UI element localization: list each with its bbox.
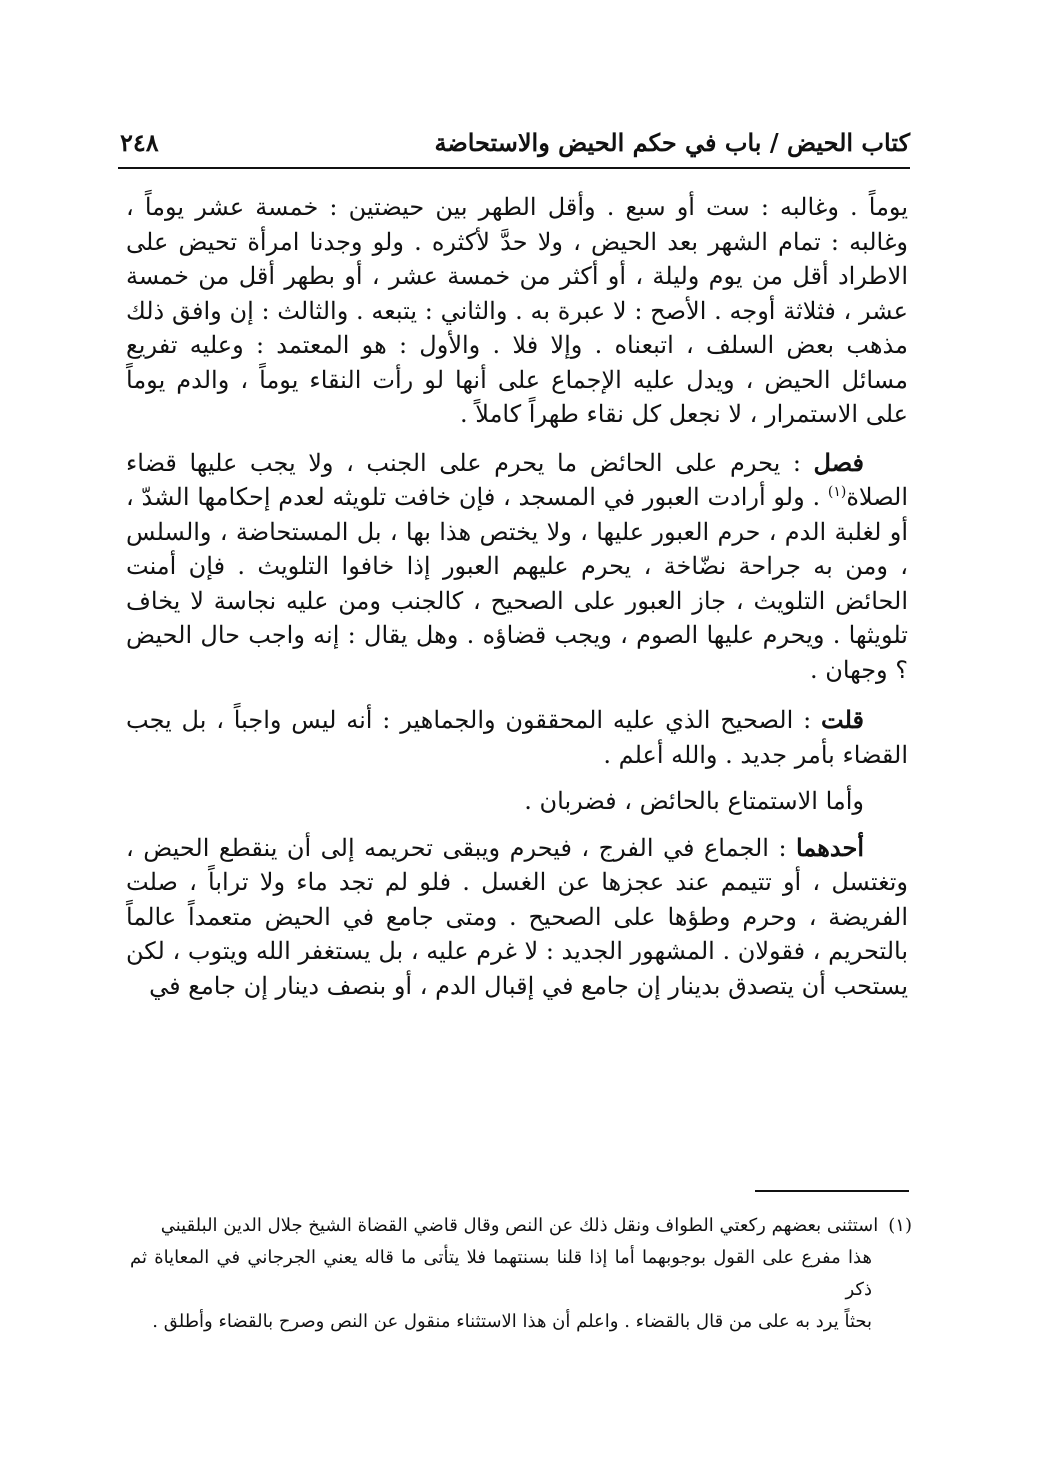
footnote-line bbox=[130, 1210, 912, 1242]
section-keyword: أحدهما bbox=[796, 832, 864, 862]
paragraph-text: . ولو أرادت العبور في المسجد ، فإن خافت تلويثه لعدم إحكامها الشدّ ، أو لغلبة الدم ، حرم العبور عليها ، ولا يختص هذا بها ، بل المستحاضة ، والسلس ، ومن به جراحة نضّاخة ، يحرم عليهم العبور إذا خافوا التلويث . فإن أمنت الحائض التلويث ، جاز العبور على الصحيح ، كالجنب ومن عليه نجاسة لا يخاف تلويثها . ويحرم عليها الصوم ، ويجب قضاؤه . وهل يقال : إنه واجب حال الحيض ؟ وجهان . bbox=[126, 483, 908, 684]
section-keyword: قلت bbox=[821, 705, 864, 734]
footnote-reference: (١) bbox=[827, 484, 847, 500]
footnote-line: بحثاً يرد به على من قال بالقضاء . واعلم أن هذا الاستثناء منقول عن النص وصرح بالقضاء وأطلق . bbox=[152, 1311, 872, 1332]
paragraph bbox=[126, 446, 908, 688]
paragraph bbox=[126, 831, 908, 1004]
footnote-marker: (١) bbox=[888, 1215, 912, 1236]
chapter-title: كتاب الحيض / باب في حكم الحيض والاستحاضة bbox=[434, 128, 910, 157]
footnote-text: استثنى بعضهم ركعتي الطواف ونقل ذلك عن النص وقال قاضي القضاة الشيخ جلال الدين البلقيني bbox=[160, 1215, 879, 1236]
paragraph-text: : الصحيح الذي عليه المحققون والجماهير : أنه ليس واجباً ، بل يجب القضاء بأمر جديد . والله أعلم . bbox=[126, 706, 908, 769]
paragraph-text: وأما الاستمتاع بالحائض ، فضربان . bbox=[524, 787, 864, 815]
paragraph bbox=[126, 784, 908, 819]
paragraph bbox=[126, 190, 908, 432]
running-header bbox=[120, 128, 910, 160]
header-rule bbox=[118, 167, 910, 169]
footnote bbox=[130, 1210, 912, 1338]
page-number: ٢٤٨ bbox=[120, 128, 159, 157]
footnote-line: هذا مفرع على القول بوجوبهما أما إذا قلنا بسنتهما فلا يتأتى ما قاله يعني الجرجاني في المعاياة ثم ذكر bbox=[130, 1247, 872, 1300]
paragraph bbox=[126, 703, 908, 772]
paragraph-text: : يحرم على الحائض ما يحرم على الجنب ، ولا يجب عليها قضاء الصلاة bbox=[126, 448, 908, 511]
paragraph-text: يوماً . وغالبه : ست أو سبع . وأقل الطهر بين حيضتين : خمسة عشر يوماً ، وغالبه : تمام الشهر بعد الحيض ، ولا حدَّ لأكثره . ولو وجدنا امرأة تحيض على الاطراد أقل من يوم وليلة ، أو أكثر من خمسة عشر ، أو بطهر أقل من خمسة عشر ، فثلاثة أوجه . الأصح : لا عبرة به . والثاني : يتبعه . والثالث : إن وافق ذلك مذهب بعض السلف ، اتبعناه . وإلا فلا . والأول : هو المعتمد : وعليه تفريع مسائل الحيض ، ويدل عليه الإجماع على أنها لو رأت النقاء يوماً ، والدم يوماً على الاستمرار ، لا نجعل كل نقاء طهراً كاملاً . bbox=[126, 193, 908, 428]
footnote-separator bbox=[755, 1190, 909, 1192]
paragraph-text: : الجماع في الفرج ، فيحرم ويبقى تحريمه إلى أن ينقطع الحيض ، وتغتسل ، أو تتيمم عند عجزها عن الغسل . فلو لم تجد ماء ولا تراباً ، صلت الفريضة ، وحرم وطؤها على الصحيح . ومتى جامع في الحيض متعمداً عالماً بالتحريم ، فقولان . المشهور الجديد : لا غرم عليه ، بل يستغفر الله ويتوب ، لكن يستحب أن يتصدق بدينار إن جامع في إقبال الدم ، أو بنصف دينار إن جامع في bbox=[126, 833, 908, 1000]
main-text bbox=[126, 190, 908, 1003]
section-keyword: فصل bbox=[813, 447, 864, 477]
